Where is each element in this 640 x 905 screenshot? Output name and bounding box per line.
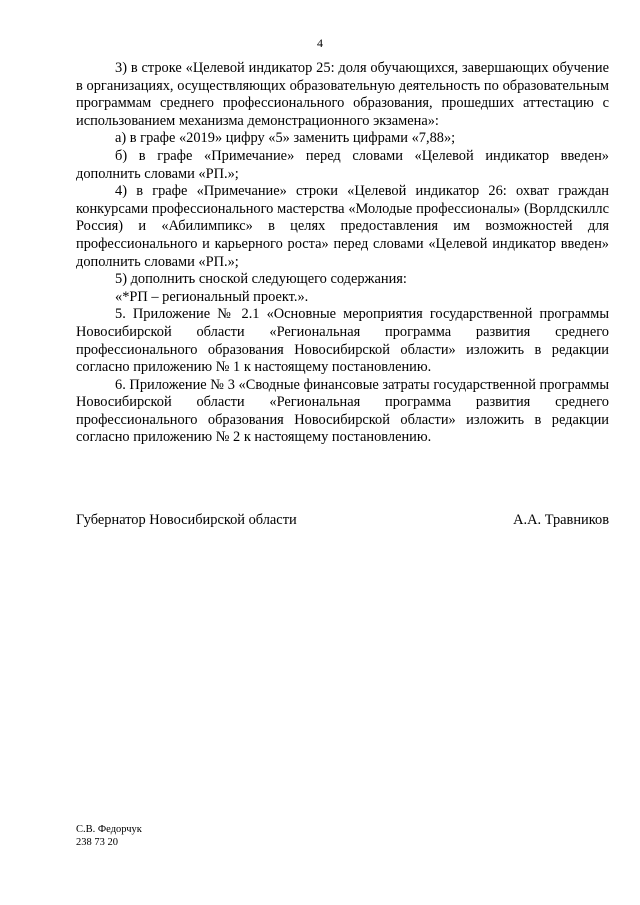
executor-name: С.В. Федорчук bbox=[76, 824, 142, 835]
paragraph: «*РП – региональный проект.». bbox=[115, 288, 309, 305]
paragraph: б) в графе «Примечание» перед словами «Целевой индикатор введен» дополнить словами «РП.»; bbox=[76, 147, 609, 182]
paragraph: 6. Приложение № 3 «Сводные финансовые затраты государственной программы Новосибирской области «Региональная программа развития среднего профессионального образования Новосибирской области» изложить в редакции согласно приложению № 2 к настоящему постановлению. bbox=[76, 376, 609, 446]
executor-block bbox=[76, 823, 142, 849]
document-body bbox=[76, 60, 609, 447]
paragraph: 3) в строке «Целевой индикатор 25: доля обучающихся, завершающих обучение в организациях, осуществляющих образовательную деятельность по образовательным программам среднего профессионального образования, прошедших аттестацию с использованием механизма демонстрационного экзамена»: bbox=[76, 60, 609, 129]
page-number: 4 bbox=[317, 36, 323, 50]
signature-block bbox=[76, 512, 609, 529]
paragraph: 5) дополнить сноской следующего содержания: bbox=[115, 271, 407, 288]
executor-phone: 238 73 20 bbox=[76, 837, 118, 848]
paragraph: 5. Приложение № 2.1 «Основные мероприятия государственной программы Новосибирской области «Региональная программа развития среднего профессионального образования Новосибирской области» изложить в редакции согласно приложению № 1 к настоящему постановлению. bbox=[76, 306, 609, 376]
signatory-position: Губернатор Новосибирской области bbox=[76, 512, 297, 528]
paragraph: 4) в графе «Примечание» строки «Целевой индикатор 26: охват граждан конкурсами профессионального мастерства «Молодые профессионалы» (Ворлдскиллс Россия) и «Абилимпикс» в целях предоставления им возможностей для профессионального и карьерного роста» перед словами «Целевой индикатор введен» дополнить словами «РП.»; bbox=[76, 183, 609, 270]
paragraph: а) в графе «2019» цифру «5» заменить цифрами «7,88»; bbox=[115, 130, 456, 147]
signatory-name: А.А. Травников bbox=[513, 512, 609, 528]
